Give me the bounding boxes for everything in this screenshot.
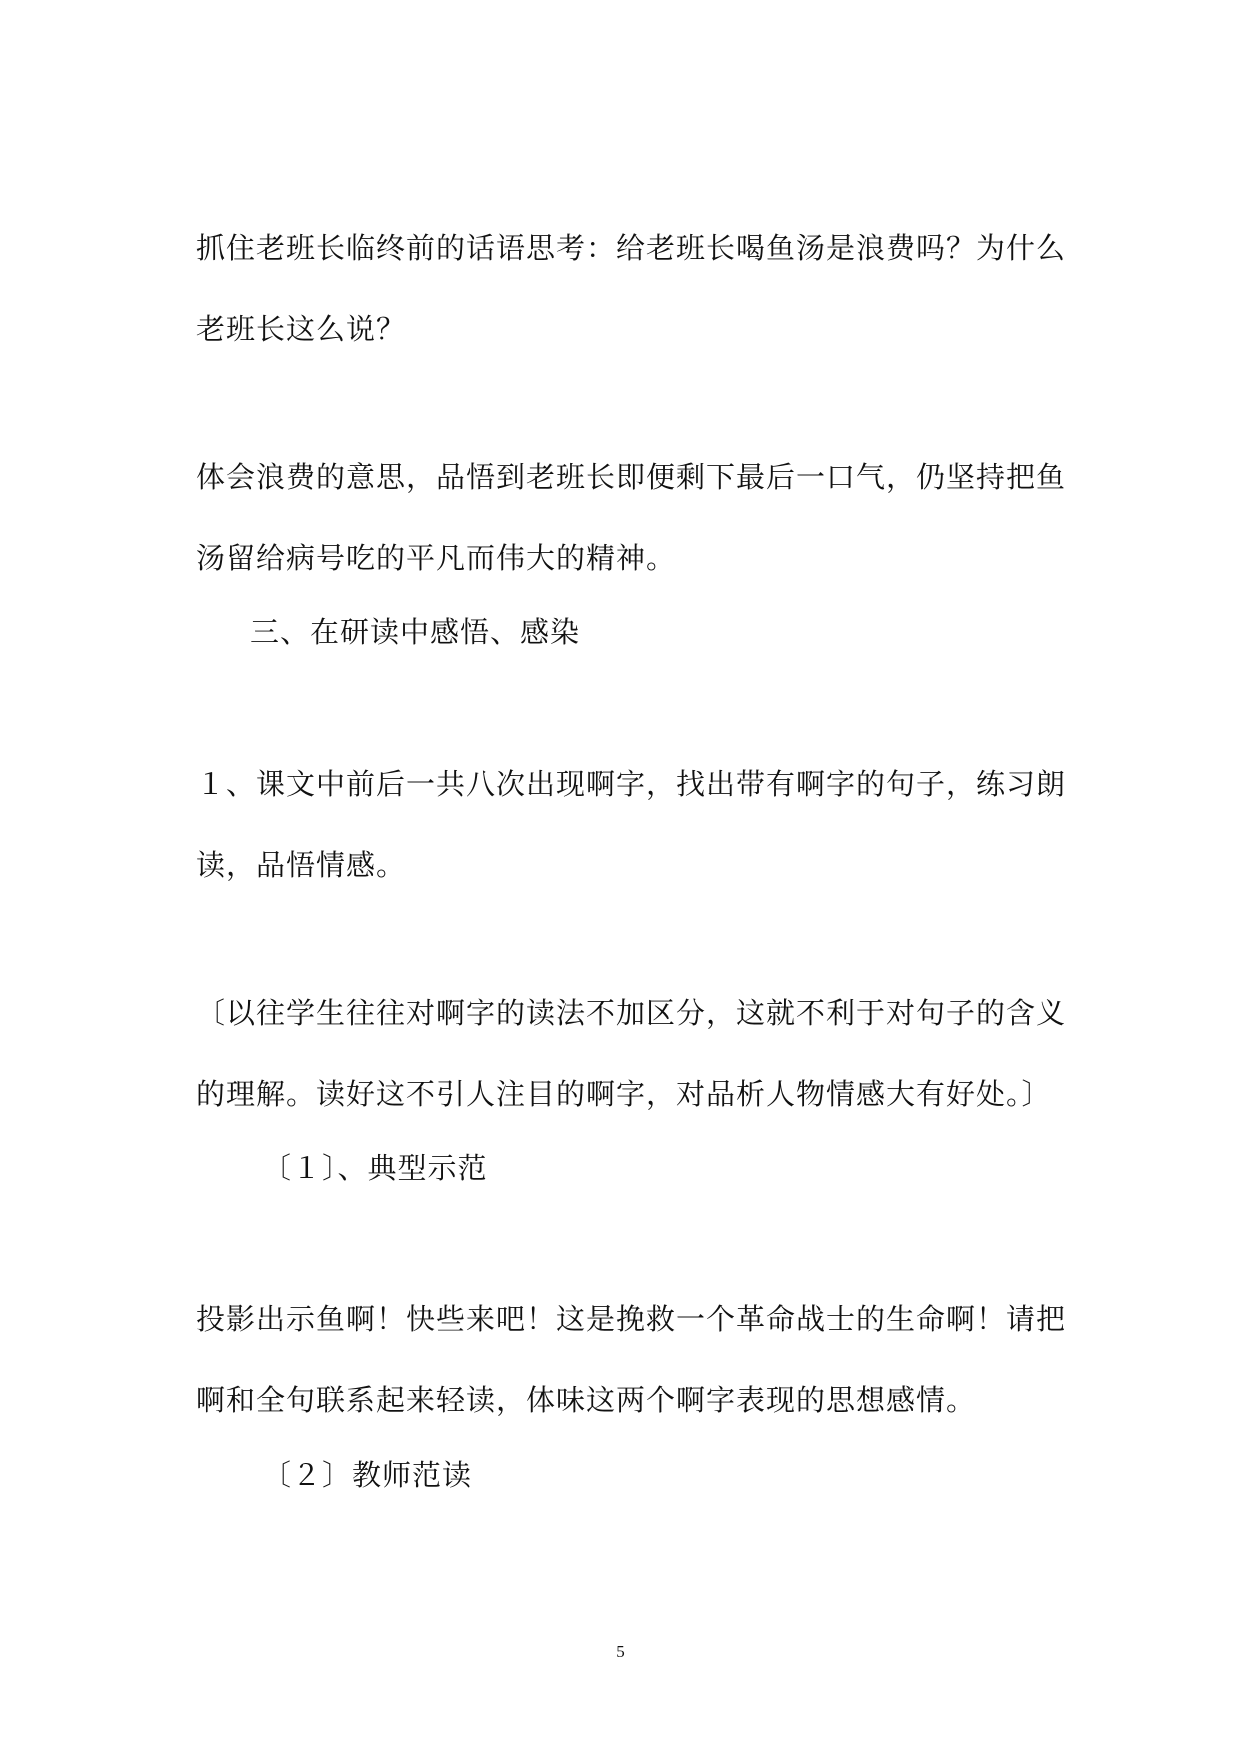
- paragraph-line: 读，品悟情感。: [196, 848, 407, 882]
- paragraph-line: 的理解。读好这不引人注目的啊字，对品析人物情感大有好处。〕: [196, 1077, 1052, 1111]
- paragraph-line: 体会浪费的意思，品悟到老班长即便剩下最后一口气，仍坚持把鱼: [196, 460, 1067, 494]
- paragraph-line: 投影出示鱼啊！快些来吧！这是挽救一个革命战士的生命啊！请把: [196, 1302, 1067, 1336]
- paragraph-line: 抓住老班长临终前的话语思考：给老班长喝鱼汤是浪费吗？为什么: [196, 231, 1067, 265]
- paragraph-line: 〔以往学生往往对啊字的读法不加区分，这就不利于对句子的含义: [196, 996, 1067, 1030]
- subsection-heading: 〔２〕教师范读: [262, 1458, 473, 1492]
- paragraph-line: 老班长这么说？: [196, 312, 407, 346]
- section-heading: 三、在研读中感悟、感染: [250, 615, 581, 649]
- paragraph-line: １、课文中前后一共八次出现啊字，找出带有啊字的句子，练习朗: [196, 767, 1067, 801]
- subsection-heading: 〔１〕、典型示范: [262, 1151, 488, 1185]
- paragraph-line: 啊和全句联系起来轻读，体味这两个啊字表现的思想感情。: [196, 1383, 977, 1417]
- paragraph-line: 汤留给病号吃的平凡而伟大的精神。: [196, 541, 677, 575]
- page-number: 5: [616, 1642, 625, 1661]
